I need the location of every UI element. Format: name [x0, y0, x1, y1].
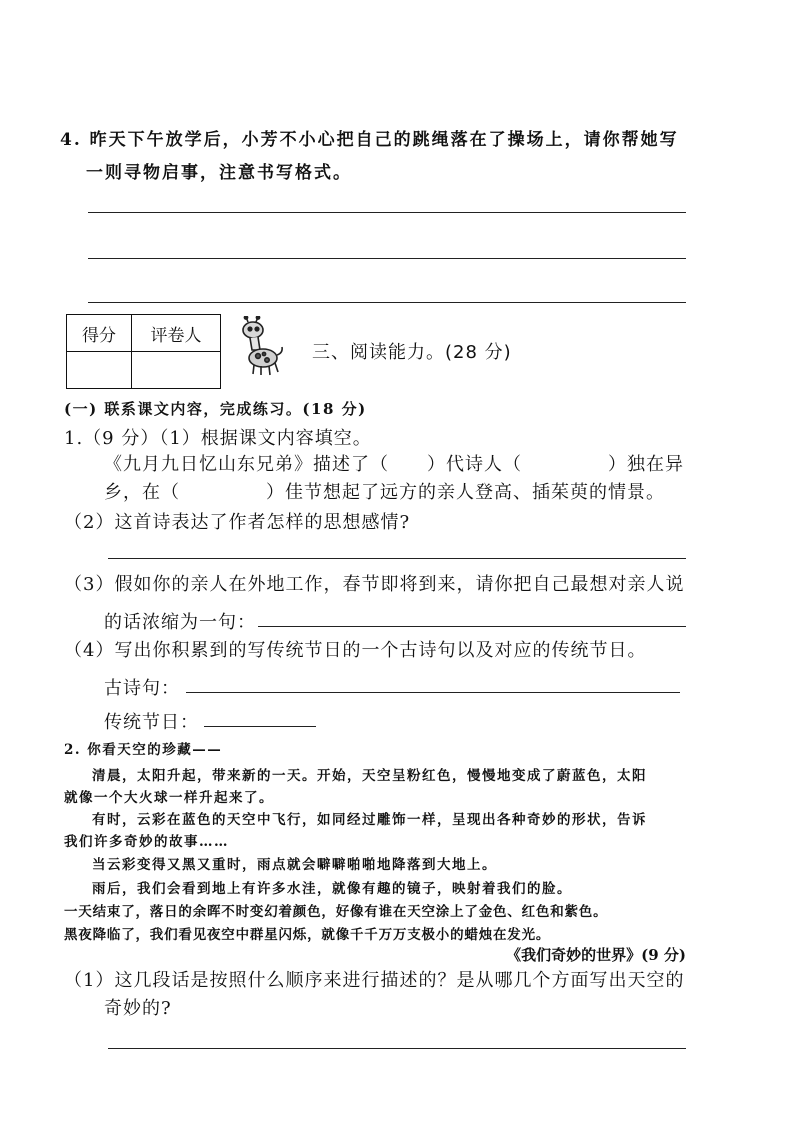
q1-fill-c: ）独在异 [608, 454, 684, 475]
q4-answer-line-2[interactable] [88, 258, 686, 259]
q1-fill-a: 《九月九日忆山东兄弟》描述了（ [104, 454, 389, 475]
q2-p3: 当云彩变得又黑又重时，雨点就会噼噼啪啪地降落到大地上。 [92, 857, 497, 873]
score-box [66, 314, 221, 389]
q2-p2-line1: 有时，云彩在蓝色的天空中飞行，如同经过雕饰一样，呈现出各种奇妙的形状，告诉 [92, 812, 647, 828]
q1-intro: 1.（9 分）（1）根据课文内容填空。 [64, 428, 372, 449]
q2-sub1-answer-line[interactable] [108, 1048, 686, 1049]
q1-sub2-answer-line[interactable] [108, 558, 686, 559]
q2-title: 2. 你看天空的珍藏—— [64, 742, 223, 758]
section3-title: 三、阅读能力。(28 分) [312, 342, 512, 363]
score-label: 得分 [67, 315, 132, 352]
q2-sub1-line1: （1）这几段话是按照什么顺序来进行描述的？是从哪几个方面写出天空的 [64, 970, 685, 991]
grader-label: 评卷人 [132, 315, 221, 352]
q1-sub2: （2）这首诗表达了作者怎样的思想感情? [64, 512, 411, 533]
q4-answer-line-3[interactable] [88, 302, 686, 303]
q1-sub3-answer-line[interactable] [258, 626, 686, 627]
q1-sub4: （4）写出你积累到的写传统节日的一个古诗句以及对应的传统节日。 [64, 640, 647, 661]
q1-fill-e: ）佳节想起了远方的亲人登高、插茱萸的情景。 [266, 482, 665, 503]
giraffe-mascot-icon [236, 316, 286, 378]
q4-line2: 一则寻物启事，注意书写格式。 [86, 163, 352, 183]
q1-festival-answer-line[interactable] [204, 726, 316, 727]
q1-festival-label: 传统节日： [104, 712, 199, 733]
q1-poem-label: 古诗句： [104, 678, 180, 699]
q2-source: 《我们奇妙的世界》(9 分) [506, 946, 686, 964]
score-cell[interactable] [67, 352, 132, 389]
q4-text-line1: 昨天下午放学后，小芳不小心把自己的跳绳落在了操场上，请你帮她写 [89, 130, 679, 150]
q1-fill-line1 [104, 450, 684, 476]
q1-sub3-line2: 的话浓缩为一句： [104, 612, 256, 633]
q1-fill-line2 [104, 478, 665, 504]
q4-number: 4. [60, 130, 82, 150]
q1-fill-b: ）代诗人（ [427, 454, 522, 475]
q4-line1 [60, 125, 679, 150]
q2-p6: 黑夜降临了，我们看见夜空中群星闪烁，就像千千万万支极小的蜡烛在发光。 [64, 927, 551, 943]
q2-p1-line2: 就像一个大火球一样升起来了。 [64, 790, 274, 806]
grader-cell[interactable] [132, 352, 221, 389]
q4-answer-line-1[interactable] [88, 212, 686, 213]
q2-sub1-line2: 奇妙的? [104, 998, 172, 1019]
q1-sub3-line1: （3）假如你的亲人在外地工作，春节即将到来，请你把自己最想对亲人说 [64, 574, 685, 595]
q2-p1-line1: 清晨，太阳升起，带来新的一天。开始，天空呈粉红色，慢慢地变成了蔚蓝色，太阳 [92, 768, 647, 784]
q2-p4: 雨后，我们会看到地上有许多水洼，就像有趣的镜子，映射着我们的脸。 [92, 881, 572, 897]
q1-fill-d: 乡，在（ [104, 482, 180, 503]
part1-heading: (一) 联系课文内容，完成练习。(18 分) [64, 400, 367, 418]
q1-poem-answer-line[interactable] [186, 692, 680, 693]
q2-p2-line2: 我们许多奇妙的故事…… [64, 834, 229, 850]
q2-p5: 一天结束了，落日的余晖不时变幻着颜色，好像有谁在天空涂上了金色、红色和紫色。 [64, 904, 608, 920]
